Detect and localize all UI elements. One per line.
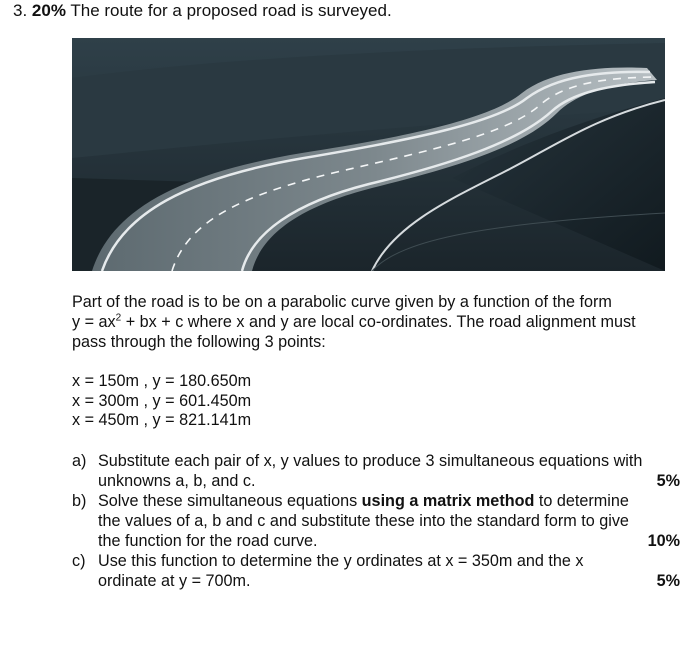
part-a-line-1: Substitute each pair of x, y values to produce 3 simultaneous equations with xyxy=(98,452,643,470)
equation-rest: + bx + c where x and y are local co-ordinates. The road alignment must xyxy=(121,313,636,331)
question-header xyxy=(13,0,392,22)
point-1: x = 150m , y = 180.650m xyxy=(72,372,252,390)
part-c xyxy=(72,551,680,591)
question-weight: 20% xyxy=(31,1,66,20)
part-b-line-1-pre: Solve these simultaneous equations xyxy=(98,492,362,510)
part-a xyxy=(72,451,680,491)
point-3: x = 450m , y = 821.141m xyxy=(72,411,252,429)
part-c-mark: 5% xyxy=(656,572,680,590)
question-title: The route for a proposed road is surveyed. xyxy=(70,1,392,20)
part-b xyxy=(72,491,680,551)
part-b-mark: 10% xyxy=(647,532,680,550)
intro-line-1: Part of the road is to be on a parabolic curve given by a function of the form xyxy=(72,293,612,311)
intro-line-3: pass through the following 3 points: xyxy=(72,333,326,351)
intro-paragraph xyxy=(72,292,684,352)
part-a-line-2: unknowns a, b, and c. xyxy=(98,472,256,490)
equation-exponent: 2 xyxy=(115,312,122,324)
part-b-label: b) xyxy=(72,492,87,510)
part-b-line-1-post: to determine xyxy=(534,492,629,510)
question-number: 3. xyxy=(13,1,28,20)
part-b-emphasis: using a matrix method xyxy=(361,492,535,510)
part-c-line-1: Use this function to determine the y ordinates at x = 350m and the x xyxy=(98,552,584,570)
question-parts xyxy=(72,451,680,591)
part-b-line-3: the function for the road curve. xyxy=(98,532,318,550)
part-b-line-1 xyxy=(98,491,629,511)
part-a-mark: 5% xyxy=(656,472,680,490)
winding-road-photo xyxy=(72,38,665,271)
part-b-line-2: the values of a, b and c and substitute these into the standard form to give xyxy=(98,512,629,530)
intro-line-2 xyxy=(72,312,684,332)
part-c-line-2: ordinate at y = 700m. xyxy=(98,572,251,590)
survey-points xyxy=(72,372,251,431)
point-2: x = 300m , y = 601.450m xyxy=(72,391,252,410)
part-a-label: a) xyxy=(72,452,87,470)
part-c-label: c) xyxy=(72,552,86,570)
equation-lhs: y = ax xyxy=(72,313,116,331)
